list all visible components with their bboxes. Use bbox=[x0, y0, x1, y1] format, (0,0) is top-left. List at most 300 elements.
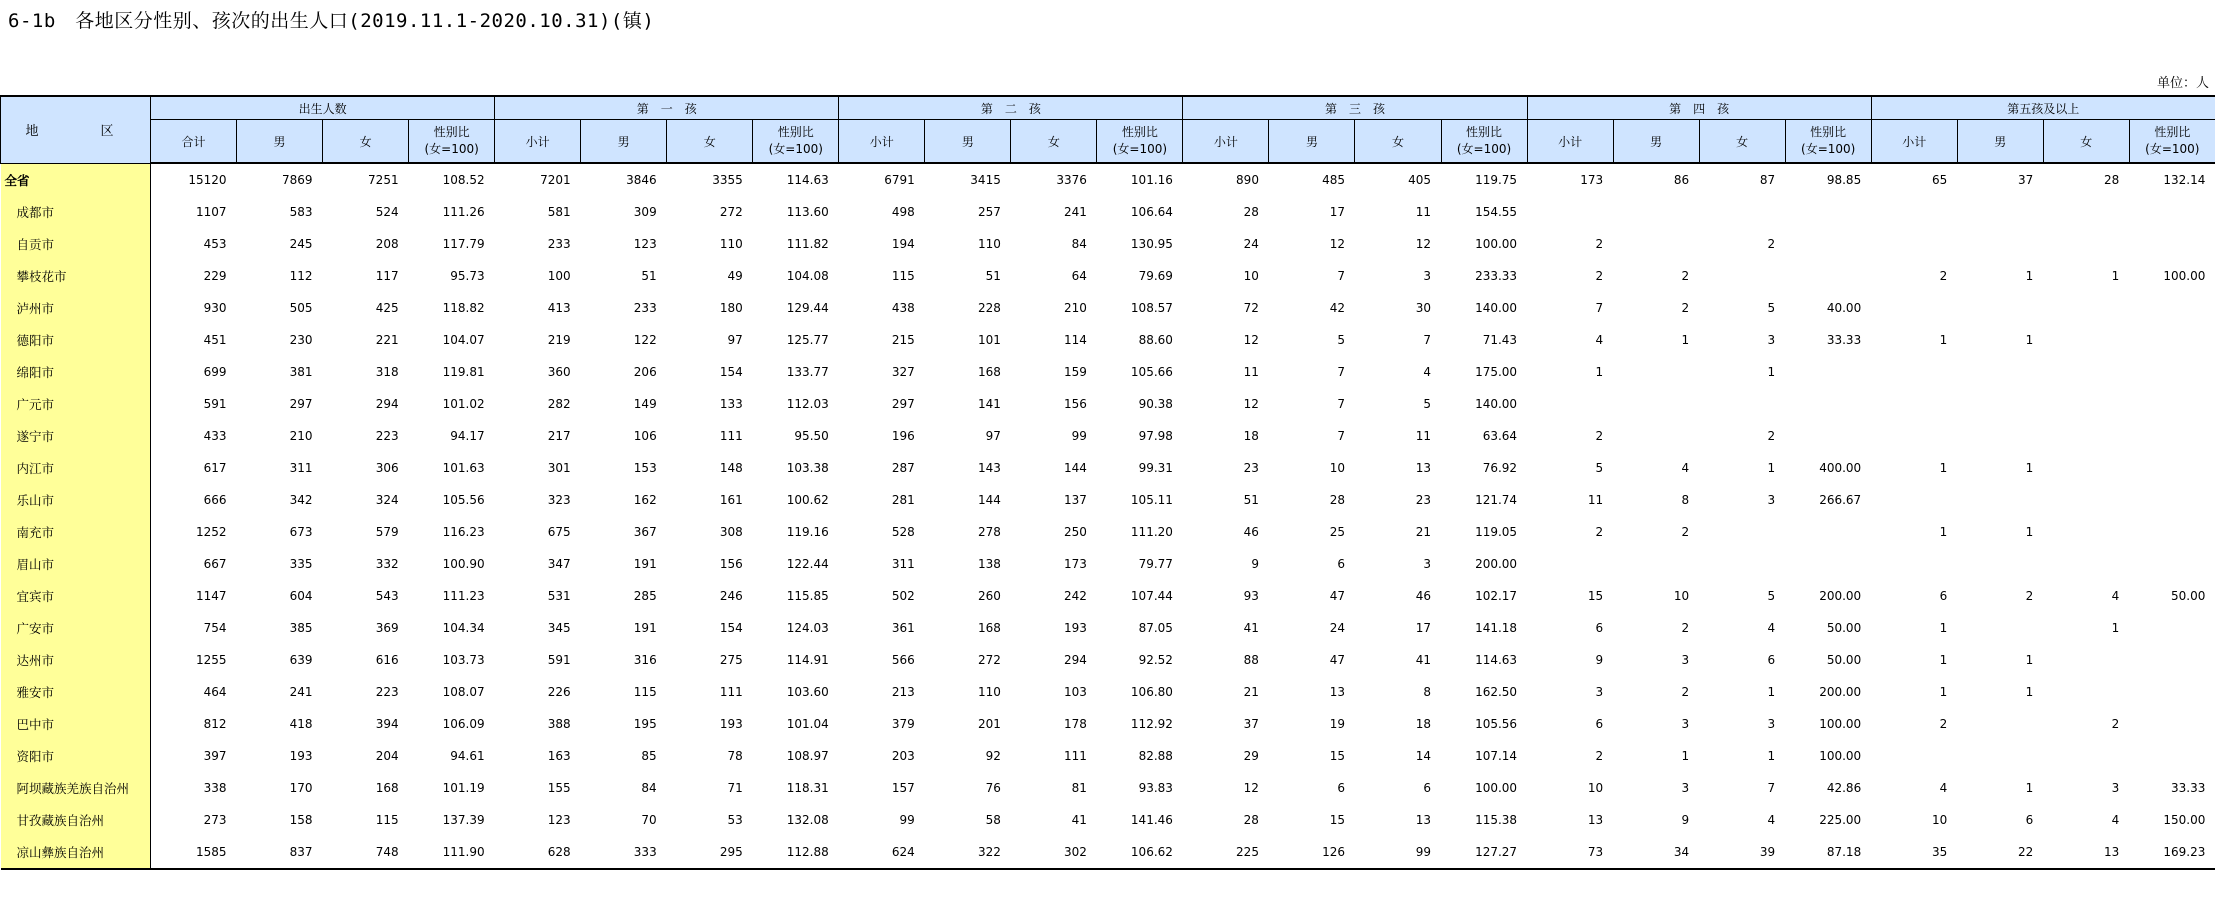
value-cell: 229 bbox=[203, 269, 227, 283]
value-cell: 2 bbox=[1595, 429, 1604, 443]
value-cell bbox=[2129, 484, 2215, 516]
value-cell: 105.56 bbox=[442, 493, 485, 507]
value-cell: 50.00 bbox=[1826, 653, 1862, 667]
value-cell: 6791 bbox=[884, 173, 915, 187]
value-cell: 287 bbox=[891, 461, 915, 475]
value-cell: 49 bbox=[727, 269, 743, 283]
value-cell: 84 bbox=[641, 781, 657, 795]
value-cell: 50.00 bbox=[2170, 589, 2206, 603]
value-cell: 63.64 bbox=[1482, 429, 1518, 443]
value-cell: 1 bbox=[1767, 461, 1776, 475]
value-cell: 425 bbox=[375, 301, 399, 315]
region-name-cell: 阿坝藏族羌族自治州 bbox=[1, 772, 151, 804]
value-cell bbox=[2129, 196, 2215, 228]
subheader-male: 男 bbox=[237, 120, 323, 164]
value-cell: 318 bbox=[375, 365, 399, 379]
value-cell bbox=[1613, 388, 1699, 420]
subheader-female: 女 bbox=[2043, 120, 2129, 164]
value-cell bbox=[1699, 196, 1785, 228]
value-cell: 502 bbox=[891, 589, 915, 603]
value-cell: 2 bbox=[1595, 269, 1604, 283]
value-cell bbox=[1785, 516, 1871, 548]
value-cell: 51 bbox=[641, 269, 657, 283]
region-name-cell: 眉山市 bbox=[1, 548, 151, 580]
value-cell: 1252 bbox=[195, 525, 227, 539]
value-cell: 413 bbox=[547, 301, 571, 315]
value-cell bbox=[2129, 516, 2215, 548]
value-cell: 485 bbox=[1322, 173, 1345, 187]
value-cell: 581 bbox=[547, 205, 571, 219]
value-cell: 316 bbox=[633, 653, 657, 667]
value-cell: 3 bbox=[1767, 717, 1776, 731]
value-cell: 333 bbox=[581, 836, 667, 869]
value-cell: 616 bbox=[375, 653, 399, 667]
value-cell: 273 bbox=[203, 813, 227, 827]
value-cell: 154 bbox=[719, 621, 743, 635]
value-cell: 433 bbox=[203, 429, 227, 443]
value-cell: 5 bbox=[1337, 333, 1345, 347]
value-cell: 322 bbox=[925, 836, 1011, 869]
value-cell: 124.03 bbox=[786, 621, 829, 635]
value-cell: 233 bbox=[547, 237, 571, 251]
value-cell: 42.86 bbox=[1826, 781, 1862, 795]
value-cell: 154 bbox=[719, 365, 743, 379]
value-cell: 579 bbox=[375, 525, 399, 539]
value-cell: 524 bbox=[375, 205, 399, 219]
value-cell: 119.81 bbox=[442, 365, 485, 379]
value-cell: 78 bbox=[727, 749, 743, 763]
table-row bbox=[1, 452, 2215, 484]
value-cell: 7 bbox=[1423, 333, 1432, 347]
value-cell bbox=[1785, 420, 1871, 452]
value-cell: 699 bbox=[203, 365, 227, 379]
value-cell: 3 bbox=[1423, 557, 1432, 571]
value-cell bbox=[1871, 292, 1957, 324]
value-cell: 1 bbox=[2111, 269, 2120, 283]
value-cell: 33.33 bbox=[2170, 781, 2206, 795]
value-cell: 40.00 bbox=[1826, 301, 1862, 315]
value-cell: 118.82 bbox=[442, 301, 485, 315]
value-cell: 1 bbox=[2025, 685, 2034, 699]
value-cell bbox=[1527, 196, 1613, 228]
value-cell bbox=[1699, 388, 1785, 420]
value-cell: 41 bbox=[1243, 621, 1259, 635]
value-cell: 7 bbox=[1337, 365, 1345, 379]
value-cell: 241 bbox=[289, 685, 313, 699]
value-cell: 117 bbox=[375, 269, 399, 283]
value-cell: 156 bbox=[719, 557, 743, 571]
value-cell bbox=[2129, 548, 2215, 580]
value-cell bbox=[2043, 420, 2129, 452]
value-cell: 6 bbox=[1423, 781, 1432, 795]
subheader-count: 小计 bbox=[1527, 120, 1613, 164]
value-cell: 1 bbox=[2111, 621, 2120, 635]
value-cell: 3 bbox=[2111, 781, 2120, 795]
value-cell: 1585 bbox=[151, 836, 237, 869]
value-cell: 6 bbox=[2025, 813, 2034, 827]
value-cell: 170 bbox=[289, 781, 313, 795]
value-cell: 591 bbox=[547, 653, 571, 667]
value-cell: 99 bbox=[899, 813, 915, 827]
value-cell: 72 bbox=[1243, 301, 1259, 315]
value-cell: 121.74 bbox=[1475, 493, 1518, 507]
value-cell bbox=[1613, 196, 1699, 228]
value-cell: 311 bbox=[289, 461, 313, 475]
value-cell: 11 bbox=[1243, 365, 1259, 379]
value-cell: 94.61 bbox=[450, 749, 485, 763]
value-cell: 385 bbox=[289, 621, 313, 635]
value-cell: 153 bbox=[633, 461, 657, 475]
value-cell: 233.33 bbox=[1475, 269, 1518, 283]
value-cell: 103.60 bbox=[786, 685, 829, 699]
value-cell: 6 bbox=[1337, 781, 1345, 795]
subheader-sex-ratio-basis: (女=100) bbox=[1456, 142, 1512, 156]
value-cell: 180 bbox=[719, 301, 743, 315]
value-cell: 639 bbox=[289, 653, 313, 667]
value-cell bbox=[1613, 356, 1699, 388]
value-cell: 106.62 bbox=[1097, 836, 1183, 869]
value-cell: 140.00 bbox=[1475, 301, 1518, 315]
value-cell bbox=[1613, 548, 1699, 580]
value-cell: 122 bbox=[633, 333, 657, 347]
value-cell: 5 bbox=[1767, 301, 1776, 315]
subheader-sex-ratio-label: 性别比 bbox=[433, 125, 470, 139]
value-cell: 10 bbox=[1587, 781, 1604, 795]
value-cell: 13 bbox=[2043, 836, 2129, 869]
subheader-female: 女 bbox=[1355, 120, 1441, 164]
value-cell: 394 bbox=[375, 717, 399, 731]
value-cell: 213 bbox=[891, 685, 915, 699]
region-name-cell: 宜宾市 bbox=[1, 580, 151, 612]
value-cell: 103.38 bbox=[786, 461, 829, 475]
subheader-male: 男 bbox=[925, 120, 1011, 164]
value-cell: 98.85 bbox=[1826, 173, 1862, 187]
value-cell: 7 bbox=[1337, 269, 1345, 283]
value-cell bbox=[1871, 484, 1957, 516]
subheader-sex-ratio-basis: (女=100) bbox=[2145, 142, 2200, 156]
value-cell: 111.26 bbox=[442, 205, 485, 219]
subheader-sex-ratio-basis: (女=100) bbox=[1112, 142, 1168, 156]
value-cell: 104.34 bbox=[442, 621, 485, 635]
value-cell bbox=[1527, 548, 1613, 580]
value-cell: 24 bbox=[1243, 237, 1259, 251]
value-cell bbox=[1699, 260, 1785, 292]
value-cell: 311 bbox=[891, 557, 915, 571]
value-cell: 107.44 bbox=[1130, 589, 1173, 603]
value-cell: 543 bbox=[375, 589, 399, 603]
value-cell bbox=[1527, 388, 1613, 420]
value-cell bbox=[1871, 196, 1957, 228]
value-cell: 294 bbox=[1063, 653, 1087, 667]
value-cell: 112.03 bbox=[786, 397, 829, 411]
value-cell: 100.00 bbox=[1475, 237, 1518, 251]
value-cell: 11 bbox=[1587, 493, 1604, 507]
value-cell: 130.95 bbox=[1130, 237, 1173, 251]
value-cell: 100.00 bbox=[1819, 749, 1862, 763]
table-row bbox=[1, 804, 2215, 836]
value-cell: 87.18 bbox=[1785, 836, 1871, 869]
value-cell: 97.98 bbox=[1138, 429, 1173, 443]
value-cell: 106.09 bbox=[442, 717, 485, 731]
subheader-sex-ratio bbox=[753, 120, 839, 164]
value-cell: 86 bbox=[1673, 173, 1690, 187]
value-cell: 102.17 bbox=[1475, 589, 1518, 603]
value-cell bbox=[1613, 228, 1699, 260]
subheader-female: 女 bbox=[1011, 120, 1097, 164]
value-cell bbox=[1785, 548, 1871, 580]
table-row bbox=[1, 772, 2215, 804]
value-cell: 294 bbox=[375, 397, 399, 411]
header-group-first-child: 第 一 孩 bbox=[495, 96, 839, 120]
value-cell: 178 bbox=[1063, 717, 1087, 731]
region-name-cell: 雅安市 bbox=[1, 676, 151, 708]
value-cell: 87.05 bbox=[1138, 621, 1173, 635]
region-name-cell: 巴中市 bbox=[1, 708, 151, 740]
value-cell bbox=[1785, 388, 1871, 420]
value-cell: 6 bbox=[1595, 717, 1604, 731]
subheader-sex-ratio-label: 性别比 bbox=[1466, 125, 1503, 139]
value-cell: 4 bbox=[2111, 813, 2120, 827]
subheader-female: 女 bbox=[1699, 120, 1785, 164]
value-cell: 101.02 bbox=[442, 397, 485, 411]
value-cell: 113.60 bbox=[786, 205, 829, 219]
value-cell bbox=[1613, 420, 1699, 452]
value-cell: 332 bbox=[375, 557, 399, 571]
value-cell: 930 bbox=[203, 301, 227, 315]
value-cell: 367 bbox=[633, 525, 657, 539]
value-cell bbox=[2043, 388, 2129, 420]
value-cell: 591 bbox=[203, 397, 227, 411]
value-cell: 241 bbox=[1063, 205, 1087, 219]
value-cell: 4 bbox=[1423, 365, 1432, 379]
value-cell: 126 bbox=[1269, 836, 1355, 869]
value-cell: 28 bbox=[1329, 493, 1345, 507]
value-cell: 99 bbox=[1355, 836, 1441, 869]
value-cell: 50.00 bbox=[1826, 621, 1862, 635]
value-cell: 361 bbox=[891, 621, 915, 635]
value-cell: 168 bbox=[375, 781, 399, 795]
header-row-subcolumns bbox=[1, 120, 2215, 164]
value-cell: 223 bbox=[375, 429, 399, 443]
value-cell: 35 bbox=[1871, 836, 1957, 869]
value-cell: 17 bbox=[1415, 621, 1432, 635]
value-cell: 748 bbox=[323, 836, 409, 869]
value-cell: 29 bbox=[1243, 749, 1259, 763]
value-cell bbox=[2129, 644, 2215, 676]
value-cell: 101 bbox=[977, 333, 1001, 347]
value-cell bbox=[1785, 196, 1871, 228]
value-cell: 42 bbox=[1329, 301, 1345, 315]
value-cell: 106 bbox=[633, 429, 657, 443]
value-cell: 140.00 bbox=[1475, 397, 1518, 411]
value-cell: 250 bbox=[1063, 525, 1087, 539]
table-row bbox=[1, 260, 2215, 292]
value-cell: 266.67 bbox=[1819, 493, 1862, 507]
value-cell: 71 bbox=[727, 781, 743, 795]
value-cell: 114.63 bbox=[1475, 653, 1518, 667]
value-cell: 85 bbox=[641, 749, 657, 763]
value-cell: 116.23 bbox=[442, 525, 485, 539]
value-cell: 531 bbox=[547, 589, 571, 603]
value-cell: 7201 bbox=[540, 173, 571, 187]
value-cell bbox=[1871, 740, 1957, 772]
value-cell: 15120 bbox=[188, 173, 227, 187]
value-cell: 41 bbox=[1415, 653, 1432, 667]
value-cell: 14 bbox=[1415, 749, 1432, 763]
value-cell bbox=[1957, 292, 2043, 324]
value-cell: 301 bbox=[547, 461, 571, 475]
value-cell: 302 bbox=[1011, 836, 1097, 869]
value-cell: 21 bbox=[1415, 525, 1432, 539]
value-cell bbox=[2129, 708, 2215, 740]
value-cell: 97 bbox=[985, 429, 1001, 443]
value-cell: 281 bbox=[891, 493, 915, 507]
value-cell: 282 bbox=[547, 397, 571, 411]
value-cell: 451 bbox=[203, 333, 227, 347]
value-cell: 169.23 bbox=[2129, 836, 2215, 869]
value-cell: 107.14 bbox=[1475, 749, 1518, 763]
value-cell bbox=[2129, 676, 2215, 708]
header-group-fifth-plus-child: 第五孩及以上 bbox=[1871, 96, 2215, 120]
value-cell: 1 bbox=[2025, 269, 2034, 283]
value-cell: 111.20 bbox=[1130, 525, 1173, 539]
value-cell: 210 bbox=[289, 429, 313, 443]
value-cell: 369 bbox=[375, 621, 399, 635]
value-cell: 110 bbox=[719, 237, 743, 251]
value-cell: 22 bbox=[1957, 836, 2043, 869]
value-cell: 105.11 bbox=[1130, 493, 1173, 507]
value-cell: 103.73 bbox=[442, 653, 485, 667]
value-cell: 110 bbox=[977, 237, 1001, 251]
subheader-sex-ratio-basis: (女=100) bbox=[424, 142, 479, 156]
header-group-total: 出生人数 bbox=[151, 96, 495, 120]
subheader-male: 男 bbox=[1269, 120, 1355, 164]
value-cell: 9 bbox=[1251, 557, 1259, 571]
value-cell: 17 bbox=[1329, 205, 1345, 219]
value-cell bbox=[2043, 484, 2129, 516]
value-cell: 143 bbox=[977, 461, 1001, 475]
value-cell: 141 bbox=[977, 397, 1001, 411]
region-name-cell: 凉山彝族自治州 bbox=[1, 836, 151, 869]
value-cell: 5 bbox=[1595, 461, 1604, 475]
value-cell: 12 bbox=[1243, 781, 1259, 795]
value-cell: 498 bbox=[891, 205, 915, 219]
value-cell: 123 bbox=[547, 813, 571, 827]
value-cell: 285 bbox=[633, 589, 657, 603]
value-cell: 617 bbox=[203, 461, 227, 475]
value-cell: 11 bbox=[1415, 205, 1432, 219]
value-cell: 47 bbox=[1329, 589, 1345, 603]
value-cell: 217 bbox=[547, 429, 571, 443]
table-row bbox=[1, 356, 2215, 388]
value-cell: 101.63 bbox=[442, 461, 485, 475]
value-cell: 33.33 bbox=[1826, 333, 1862, 347]
subheader-count: 小计 bbox=[1183, 120, 1269, 164]
table-row bbox=[1, 612, 2215, 644]
value-cell: 108.52 bbox=[442, 173, 485, 187]
value-cell: 92 bbox=[985, 749, 1001, 763]
value-cell: 1255 bbox=[195, 653, 227, 667]
value-cell: 105.66 bbox=[1130, 365, 1173, 379]
value-cell: 108.97 bbox=[786, 749, 829, 763]
value-cell: 10 bbox=[1243, 269, 1259, 283]
value-cell: 210 bbox=[1063, 301, 1087, 315]
header-group-second-child: 第 二 孩 bbox=[839, 96, 1183, 120]
value-cell: 163 bbox=[547, 749, 571, 763]
value-cell: 125.77 bbox=[786, 333, 829, 347]
value-cell: 335 bbox=[289, 557, 313, 571]
value-cell: 13 bbox=[1415, 461, 1432, 475]
value-cell: 28 bbox=[1243, 205, 1259, 219]
value-cell: 65 bbox=[1931, 173, 1948, 187]
header-region: 地 区 bbox=[1, 96, 151, 163]
table-row bbox=[1, 388, 2215, 420]
table-row bbox=[1, 196, 2215, 228]
value-cell: 2 bbox=[1681, 621, 1690, 635]
value-cell: 12 bbox=[1329, 237, 1345, 251]
value-cell: 215 bbox=[891, 333, 915, 347]
value-cell: 338 bbox=[203, 781, 227, 795]
value-cell: 8 bbox=[1681, 493, 1690, 507]
value-cell: 4 bbox=[1939, 781, 1948, 795]
value-cell bbox=[2043, 324, 2129, 356]
value-cell: 201 bbox=[977, 717, 1001, 731]
value-cell bbox=[2129, 612, 2215, 644]
region-name-cell: 绵阳市 bbox=[1, 356, 151, 388]
value-cell bbox=[1957, 196, 2043, 228]
value-cell: 246 bbox=[719, 589, 743, 603]
header-row-groups bbox=[1, 96, 2215, 120]
region-name-cell: 成都市 bbox=[1, 196, 151, 228]
value-cell: 106.64 bbox=[1130, 205, 1173, 219]
value-cell: 2 bbox=[1681, 301, 1690, 315]
table-row bbox=[1, 580, 2215, 612]
value-cell: 6 bbox=[1337, 557, 1345, 571]
value-cell: 108.07 bbox=[442, 685, 485, 699]
value-cell: 137.39 bbox=[442, 813, 485, 827]
subheader-count: 小计 bbox=[1871, 120, 1957, 164]
value-cell: 583 bbox=[289, 205, 313, 219]
value-cell: 100.62 bbox=[786, 493, 829, 507]
table-row bbox=[1, 676, 2215, 708]
value-cell: 111.23 bbox=[442, 589, 485, 603]
value-cell: 23 bbox=[1243, 461, 1259, 475]
value-cell: 7 bbox=[1595, 301, 1604, 315]
value-cell bbox=[2129, 356, 2215, 388]
value-cell: 628 bbox=[495, 836, 581, 869]
value-cell: 13 bbox=[1329, 685, 1345, 699]
value-cell: 297 bbox=[289, 397, 313, 411]
value-cell: 604 bbox=[289, 589, 313, 603]
value-cell: 6 bbox=[1939, 589, 1948, 603]
value-cell: 99 bbox=[1071, 429, 1087, 443]
value-cell bbox=[2043, 452, 2129, 484]
value-cell: 162 bbox=[633, 493, 657, 507]
value-cell: 200.00 bbox=[1819, 589, 1862, 603]
value-cell: 812 bbox=[203, 717, 227, 731]
value-cell: 12 bbox=[1415, 237, 1432, 251]
value-cell bbox=[1871, 356, 1957, 388]
value-cell: 3355 bbox=[712, 173, 743, 187]
value-cell: 219 bbox=[547, 333, 571, 347]
value-cell: 2 bbox=[1595, 237, 1604, 251]
value-cell: 79.69 bbox=[1138, 269, 1173, 283]
value-cell: 327 bbox=[891, 365, 915, 379]
region-name-cell: 泸州市 bbox=[1, 292, 151, 324]
value-cell: 111 bbox=[719, 685, 743, 699]
value-cell: 112.92 bbox=[1130, 717, 1173, 731]
value-cell: 226 bbox=[547, 685, 571, 699]
